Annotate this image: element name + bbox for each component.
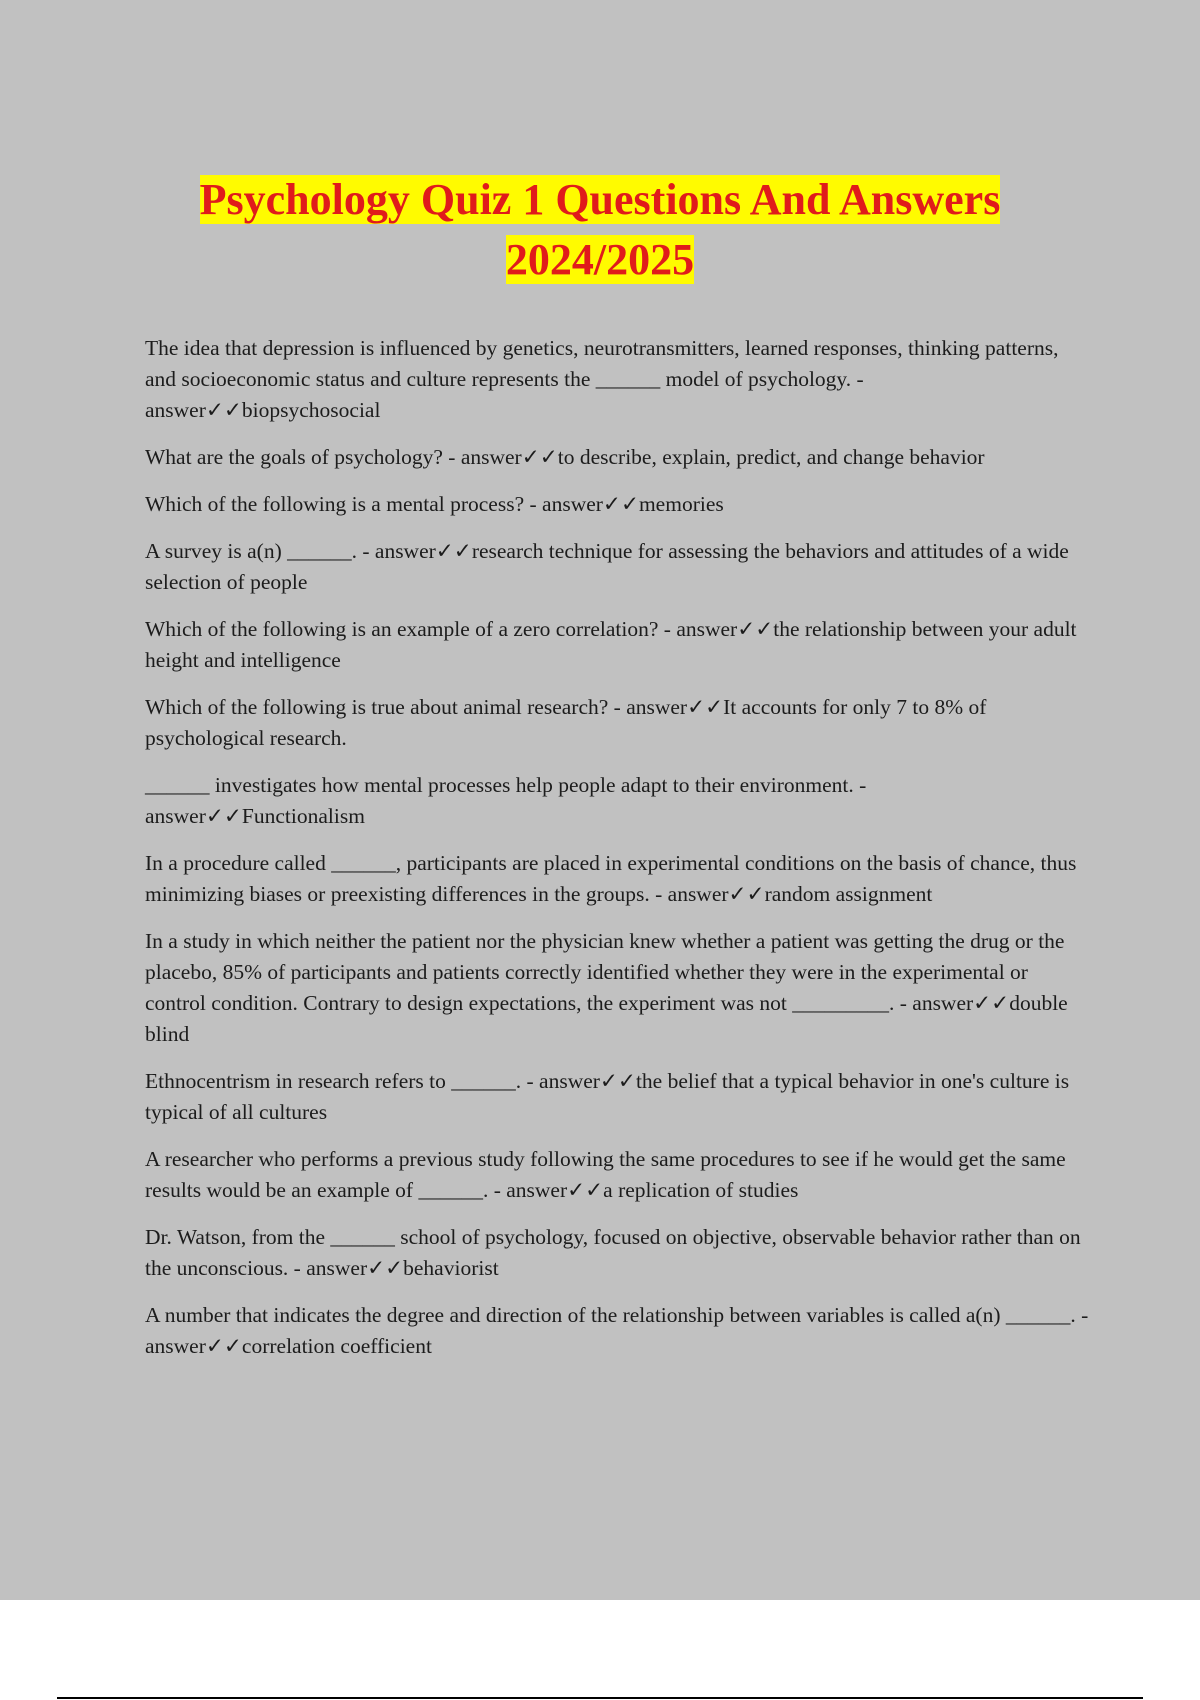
qa-item: A survey is a(n) ______. - answer✓✓research technique for assessing the behaviors and attitudes of a wide selection of people	[145, 539, 1069, 594]
qa-item: Which of the following is a mental process? - answer✓✓memories	[145, 492, 724, 516]
qa-item: A number that indicates the degree and direction of the relationship between variables is called a(n) ______. - answer✓✓correlation coefficient	[145, 1303, 1089, 1358]
document-title-line-2: 2024/2025	[505, 235, 695, 284]
qa-item: In a study in which neither the patient nor the physician knew whether a patient was getting the drug or the placebo, 85% of participants and patients correctly identified whether they were in the experimental or control condition. Contrary to design expectations, the experiment was not _________. - answer✓✓double blind	[145, 929, 1068, 1046]
qa-item: What are the goals of psychology? - answer✓✓to describe, explain, predict, and change behavior	[145, 445, 985, 469]
qa-item: Which of the following is true about animal research? - answer✓✓It accounts for only 7 to 8% of psychological research.	[145, 695, 987, 750]
footer-divider	[57, 1697, 1143, 1699]
question-answer-list	[145, 333, 1090, 1378]
qa-item: A researcher who performs a previous study following the same procedures to see if he would get the same results would be an example of ______. - answer✓✓a replication of studies	[145, 1147, 1066, 1202]
qa-item: Dr. Watson, from the ______ school of psychology, focused on objective, observable behavior rather than on the unconscious. - answer✓✓behaviorist	[145, 1225, 1081, 1280]
qa-item: In a procedure called ______, participants are placed in experimental conditions on the basis of chance, thus minimizing biases or preexisting differences in the groups. - answer✓✓random assignment	[145, 851, 1077, 906]
title-block	[0, 170, 1200, 290]
qa-item: ______ investigates how mental processes help people adapt to their environment. - answer✓✓Functionalism	[145, 773, 867, 828]
qa-item: Which of the following is an example of a zero correlation? - answer✓✓the relationship between your adult height and intelligence	[145, 617, 1077, 672]
qa-item: Ethnocentrism in research refers to ______. - answer✓✓the belief that a typical behavior in one's culture is typical of all cultures	[145, 1069, 1070, 1124]
qa-item: The idea that depression is influenced by genetics, neurotransmitters, learned responses, thinking patterns, and socioeconomic status and culture represents the ______ model of psychology. - answer✓✓biopsychosocial	[145, 336, 1059, 422]
document-title-line-1: Psychology Quiz 1 Questions And Answers	[199, 175, 1001, 224]
